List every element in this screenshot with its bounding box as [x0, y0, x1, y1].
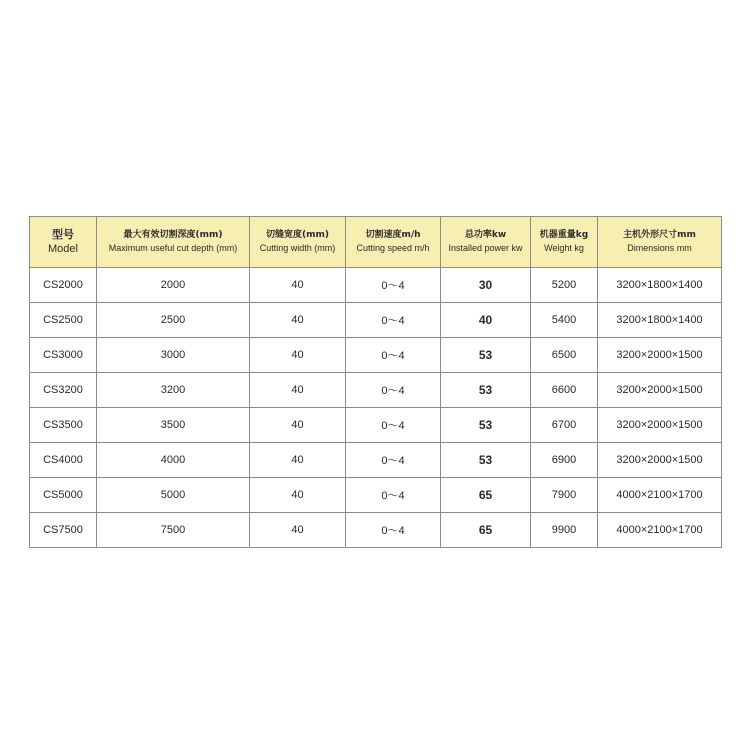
- cell-cutting-width: 40: [250, 408, 346, 443]
- cell-model: CS4000: [30, 443, 97, 478]
- header-weight-en: Weight kg: [544, 243, 584, 253]
- cell-cutting-speed: 0～4: [346, 268, 441, 303]
- table-row: [30, 373, 722, 408]
- cell-weight: 5200: [531, 268, 598, 303]
- header-weight: [531, 217, 598, 268]
- cell-cutting-width: 40: [250, 513, 346, 548]
- header-row: [30, 217, 722, 268]
- cell-dimensions: 4000×2100×1700: [598, 513, 722, 548]
- cell-installed-power: 53: [441, 338, 531, 373]
- header-cut-depth-en: Maximum useful cut depth (mm): [108, 243, 238, 253]
- cell-cutting-speed: 0～4: [346, 408, 441, 443]
- cell-model: CS2500: [30, 303, 97, 338]
- cell-cutting-width: 40: [250, 338, 346, 373]
- header-installed-power: [441, 217, 531, 268]
- cell-model: CS7500: [30, 513, 97, 548]
- cell-dimensions: 4000×2100×1700: [598, 478, 722, 513]
- cell-cut-depth: 7500: [97, 513, 250, 548]
- cell-dimensions: 3200×2000×1500: [598, 443, 722, 478]
- header-installed-power-en: Installed power kw: [448, 243, 523, 253]
- header-cut-depth: [97, 217, 250, 268]
- cell-installed-power: 53: [441, 373, 531, 408]
- cell-dimensions: 3200×1800×1400: [598, 268, 722, 303]
- cell-cutting-width: 40: [250, 443, 346, 478]
- header-weight-cn: 机器重量kg: [539, 230, 589, 240]
- cell-cutting-speed: 0～4: [346, 443, 441, 478]
- header-model: [30, 217, 97, 268]
- header-cutting-width-en: Cutting width (mm): [259, 243, 336, 253]
- header-cut-depth-cn: 最大有效切割深度(mm): [123, 230, 223, 240]
- table-row: [30, 443, 722, 478]
- table-row: [30, 268, 722, 303]
- header-model-en: Model: [48, 243, 78, 255]
- cell-cut-depth: 3500: [97, 408, 250, 443]
- cell-installed-power: 30: [441, 268, 531, 303]
- table-row: [30, 303, 722, 338]
- cell-model: CS3500: [30, 408, 97, 443]
- header-cutting-speed-cn: 切割速度m/h: [365, 230, 421, 240]
- cell-model: CS3000: [30, 338, 97, 373]
- cell-cut-depth: 3000: [97, 338, 250, 373]
- cell-weight: 6600: [531, 373, 598, 408]
- cell-installed-power: 65: [441, 478, 531, 513]
- table-row: [30, 478, 722, 513]
- table-row: [30, 408, 722, 443]
- cell-cut-depth: 2000: [97, 268, 250, 303]
- table-body: [30, 268, 722, 548]
- header-dimensions: [598, 217, 722, 268]
- cell-installed-power: 65: [441, 513, 531, 548]
- cell-cutting-width: 40: [250, 303, 346, 338]
- cell-cutting-width: 40: [250, 268, 346, 303]
- cell-cutting-width: 40: [250, 373, 346, 408]
- cell-cutting-speed: 0～4: [346, 478, 441, 513]
- cell-dimensions: 3200×1800×1400: [598, 303, 722, 338]
- cell-model: CS2000: [30, 268, 97, 303]
- cell-installed-power: 53: [441, 408, 531, 443]
- header-cutting-width: [250, 217, 346, 268]
- cell-cut-depth: 2500: [97, 303, 250, 338]
- spec-table: [29, 216, 722, 548]
- header-dimensions-cn: 主机外形尺寸mm: [623, 230, 696, 240]
- table-header: [30, 217, 722, 268]
- cell-cutting-speed: 0～4: [346, 513, 441, 548]
- header-cutting-width-cn: 切缝宽度(mm): [266, 230, 329, 240]
- table-row: [30, 338, 722, 373]
- cell-weight: 7900: [531, 478, 598, 513]
- cell-weight: 6700: [531, 408, 598, 443]
- cell-weight: 9900: [531, 513, 598, 548]
- cell-cut-depth: 3200: [97, 373, 250, 408]
- cell-weight: 6500: [531, 338, 598, 373]
- cell-weight: 6900: [531, 443, 598, 478]
- header-dimensions-en: Dimensions mm: [627, 243, 692, 253]
- header-model-cn: 型号: [52, 228, 74, 241]
- cell-cutting-speed: 0～4: [346, 373, 441, 408]
- cell-cut-depth: 4000: [97, 443, 250, 478]
- header-cutting-speed: [346, 217, 441, 268]
- header-cutting-speed-en: Cutting speed m/h: [356, 243, 430, 253]
- cell-dimensions: 3200×2000×1500: [598, 373, 722, 408]
- table-row: [30, 513, 722, 548]
- cell-cut-depth: 5000: [97, 478, 250, 513]
- cell-cutting-speed: 0～4: [346, 303, 441, 338]
- cell-installed-power: 40: [441, 303, 531, 338]
- cell-dimensions: 3200×2000×1500: [598, 338, 722, 373]
- cell-installed-power: 53: [441, 443, 531, 478]
- cell-model: CS3200: [30, 373, 97, 408]
- cell-cutting-speed: 0～4: [346, 338, 441, 373]
- cell-dimensions: 3200×2000×1500: [598, 408, 722, 443]
- header-installed-power-cn: 总功率kw: [464, 230, 507, 240]
- cell-weight: 5400: [531, 303, 598, 338]
- cell-cutting-width: 40: [250, 478, 346, 513]
- cell-model: CS5000: [30, 478, 97, 513]
